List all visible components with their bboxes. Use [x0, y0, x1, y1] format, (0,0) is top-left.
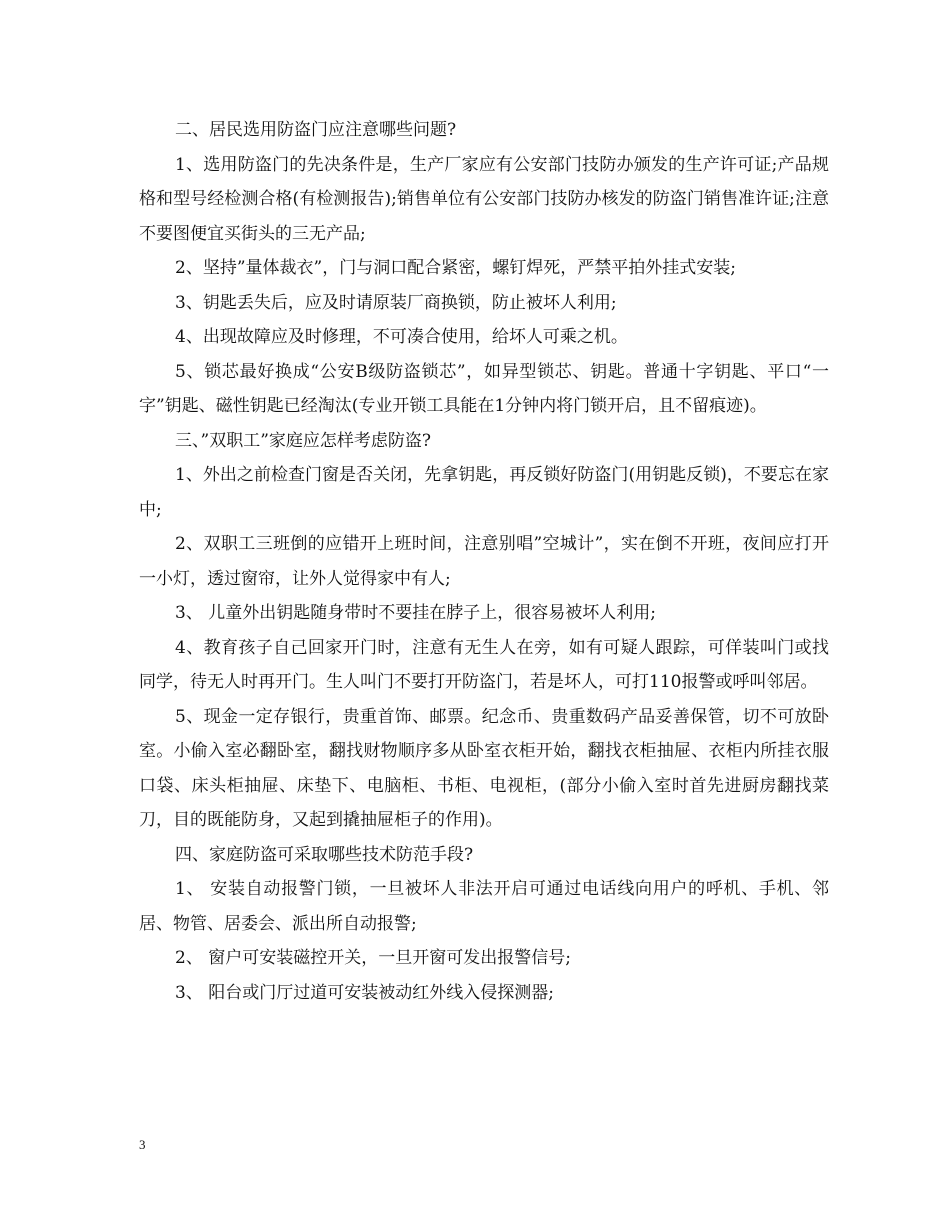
- section-heading-3: 三、”双职工”家庭应怎样考虑防盗?: [175, 430, 431, 451]
- paragraph: 1、外出之前检查门窗是否关闭，先拿钥匙，再反锁好防盗门(用钥匙反锁)，不要忘在家中;: [139, 465, 829, 520]
- paragraph: 3、钥匙丢失后，应及时请原装厂商换锁，防止被坏人利用;: [175, 292, 617, 313]
- paragraph: 2、坚持”量体裁衣”，门与洞口配合紧密，螺钉焊死，严禁平拍外挂式安装;: [175, 258, 736, 278]
- paragraph: 2、 窗户可安装磁控开关，一旦开窗可发出报警信号;: [175, 948, 571, 968]
- section-heading-4: 四、家庭防盗可采取哪些技术防范手段?: [175, 844, 474, 865]
- section-heading-2: 二、居民选用防盗门应注意哪些问题?: [175, 120, 457, 140]
- paragraph: 1、 安装自动报警门锁，一旦被坏人非法开启可通过电话线向用户的呼机、手机、邻居、物管、居委会、派出所自动报警;: [139, 879, 829, 934]
- paragraph: 5、锁芯最好换成“公安B级防盗锁芯”，如异型锁芯、钥匙。普通十字钥匙、平口“一字”钥匙、磁性钥匙已经淘汰(专业开锁工具能在1分钟内将门锁开启，且不留痕迹)。: [139, 361, 829, 416]
- paragraph: 1、选用防盗门的先决条件是，生产厂家应有公安部门技防办颁发的生产许可证;产品规格和型号经检测合格(有检测报告);销售单位有公安部门技防办核发的防盗门销售准许证;注意不要图便宜买街头的三无产品;: [139, 154, 829, 244]
- paragraph: 3、 儿童外出钥匙随身带时不要挂在脖子上，很容易被坏人利用;: [175, 603, 656, 623]
- paragraph: 3、 阳台或门厅过道可安装被动红外线入侵探测器;: [175, 982, 554, 1003]
- document-body: [139, 113, 829, 1010]
- paragraph: 5、现金一定存银行，贵重首饰、邮票。纪念币、贵重数码产品妥善保管，切不可放卧室。小偷入室必翻卧室，翻找财物顺序多从卧室衣柜开始，翻找衣柜抽屉、衣柜内所挂衣服口袋、床头柜抽屉、床垫下、电脑柜、书柜、电视柜，(部分小偷入室时首先进厨房翻找菜刀，目的既能防身，又起到撬抽屉柜子的作用)。: [139, 706, 829, 830]
- paragraph: 4、教育孩子自己回家开门时，注意有无生人在旁，如有可疑人跟踪，可佯装叫门或找同学，待无人时再开门。生人叫门不要打开防盗门，若是坏人，可打110报警或呼叫邻居。: [139, 637, 829, 692]
- paragraph: 4、出现故障应及时修理，不可凑合使用，给坏人可乘之机。: [175, 327, 628, 347]
- page-number: 3: [139, 1137, 146, 1152]
- paragraph: 2、双职工三班倒的应错开上班时间，注意别唱”空城计”，实在倒不开班，夜间应打开一小灯，透过窗帘，让外人觉得家中有人;: [139, 534, 829, 589]
